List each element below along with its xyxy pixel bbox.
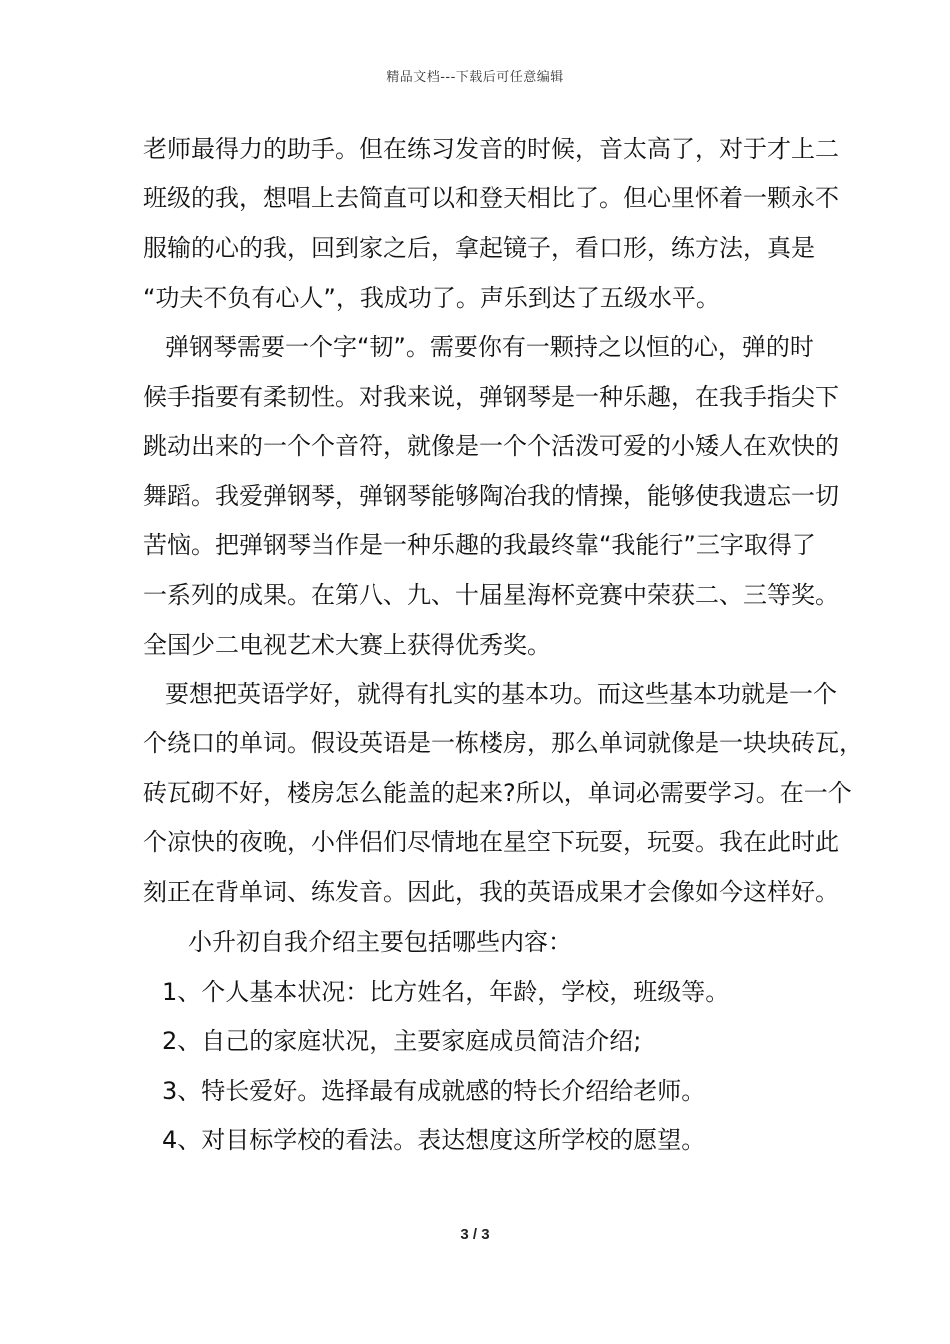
text-line: “功夫不负有心人”，我成功了。声乐到达了五级水平。 bbox=[143, 284, 720, 312]
text-line: 苦恼。把弹钢琴当作是一种乐趣的我最终靠“我能行”三字取得了 bbox=[143, 531, 816, 559]
page-number: 3 / 3 bbox=[460, 1226, 490, 1243]
list-item: 2、自己的家庭状况，主要家庭成员简洁介绍; bbox=[162, 1027, 642, 1055]
list-item: 3、特长爱好。选择最有成就感的特长介绍给老师。 bbox=[162, 1077, 706, 1105]
text-line: 刻正在背单词、练发音。因此，我的英语成果才会像如今这样好。 bbox=[143, 878, 839, 906]
list-item: 4、对目标学校的看法。表达想度这所学校的愿望。 bbox=[162, 1126, 706, 1154]
text-line: 个绕口的单词。假设英语是一栋楼房，那么单词就像是一块块砖瓦， bbox=[143, 729, 863, 757]
text-line: 个凉快的夜晚，小伴侣们尽情地在星空下玩耍，玩耍。我在此时此 bbox=[143, 828, 839, 856]
text-line: 全国少二电视艺术大赛上获得优秀奖。 bbox=[143, 631, 551, 659]
text-line: 舞蹈。我爱弹钢琴，弹钢琴能够陶冶我的情操，能够使我遗忘一切 bbox=[143, 482, 839, 510]
text-line: 要想把英语学好，就得有扎实的基本功。而这些基本功就是一个 bbox=[165, 680, 837, 708]
text-line: 跳动出来的一个个音符，就像是一个个活泼可爱的小矮人在欢快的 bbox=[143, 432, 839, 460]
text-line: 砖瓦砌不好，楼房怎么能盖的起来?所以，单词必需要学习。在一个 bbox=[143, 779, 852, 807]
text-line: 班级的我，想唱上去简直可以和登天相比了。但心里怀着一颗永不 bbox=[143, 184, 839, 212]
text-line: 一系列的成果。在第八、九、十届星海杯竞赛中荣获二、三等奖。 bbox=[143, 581, 839, 609]
text-line: 候手指要有柔韧性。对我来说，弹钢琴是一种乐趣，在我手指尖下 bbox=[143, 383, 839, 411]
list-item: 1、个人基本状况：比方姓名，年龄，学校，班级等。 bbox=[162, 978, 730, 1006]
text-line: 弹钢琴需要一个字“韧”。需要你有一颗持之以恒的心，弹的时 bbox=[165, 333, 814, 361]
list-heading: 小升初自我介绍主要包括哪些内容： bbox=[188, 928, 572, 956]
text-line: 服输的心的我，回到家之后，拿起镜子，看口形，练方法，真是 bbox=[143, 234, 815, 262]
page-header: 精品文档---下载后可任意编辑 bbox=[386, 70, 564, 85]
text-line: 老师最得力的助手。但在练习发音的时候，音太高了，对于才上二 bbox=[143, 135, 839, 163]
